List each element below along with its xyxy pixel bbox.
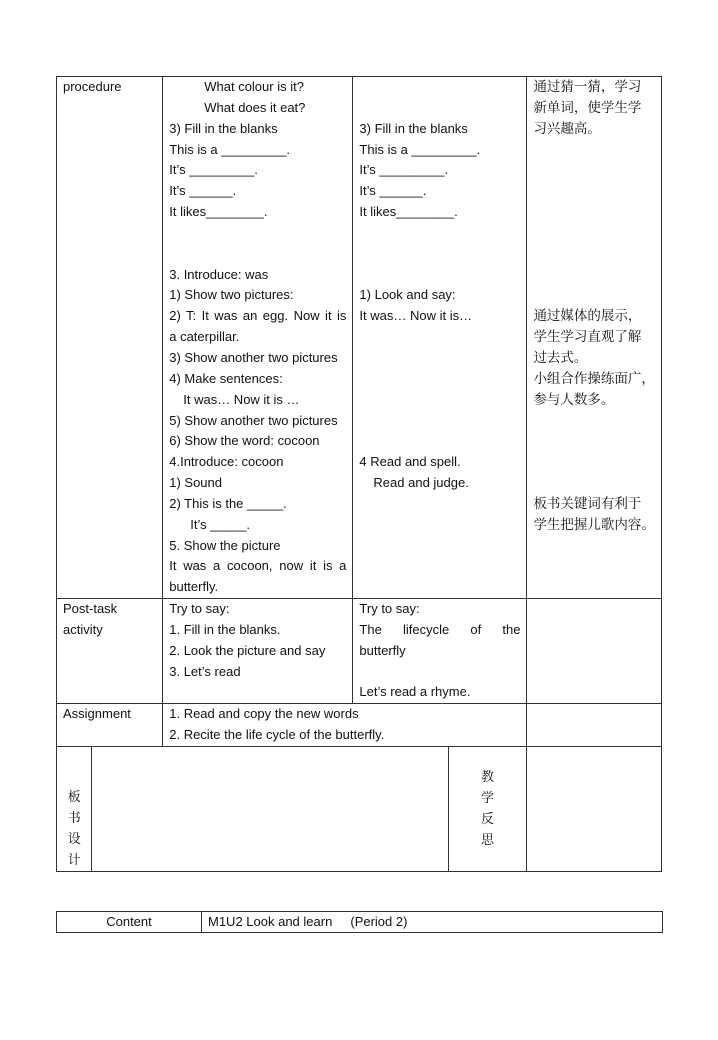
post-task-label-cell — [57, 599, 163, 704]
student-line: Let’s read a rhyme. — [359, 684, 471, 700]
assignment-row — [57, 704, 662, 747]
board-label-char: 板 — [67, 789, 81, 805]
student-line: 1) Look and say: — [359, 287, 456, 303]
purpose-line: 通过猜一猜，学习 — [533, 79, 642, 95]
post-task-student-cell — [353, 599, 527, 704]
teacher-line: 5) Show another two pictures — [169, 412, 338, 428]
student-line — [359, 77, 520, 98]
reflection-label-char: 思 — [480, 831, 494, 847]
post-task-row — [57, 599, 662, 704]
purpose-line — [533, 244, 655, 265]
post-task-purpose-cell — [527, 599, 662, 704]
assignment-item: 2. Recite the life cycle of the butterfly. — [169, 727, 385, 743]
assignment-items-cell — [163, 704, 527, 747]
procedure-teacher-cell — [163, 77, 353, 599]
student-line: It likes________. — [359, 204, 458, 220]
teacher-line: This is a _________. — [169, 141, 290, 157]
student-line: It’s _________. — [359, 162, 449, 178]
board-label-char: 书 — [67, 810, 81, 826]
board-label-char: 设 — [67, 831, 81, 846]
student-line — [359, 369, 520, 390]
teacher-line: What colour is it? — [204, 79, 304, 94]
teacher-line: 5. Show the picture — [169, 537, 281, 553]
purpose-line: 新单词，使学生学 — [533, 99, 642, 116]
content-label-cell — [57, 912, 202, 933]
purpose-line: 参与人数多。 — [533, 391, 615, 408]
purpose-line — [533, 285, 655, 306]
student-line — [359, 411, 520, 432]
student-line — [359, 431, 520, 452]
board-label-char: 计 — [67, 851, 81, 867]
procedure-purpose-cell — [527, 77, 662, 599]
teacher-line: It’s _____. — [190, 516, 250, 532]
student-line — [359, 244, 520, 265]
student-line: Read and judge. — [373, 475, 469, 491]
reflection-label-char: 教 — [480, 769, 494, 784]
student-line — [359, 348, 520, 369]
assignment-label-cell — [57, 704, 163, 747]
content-value: M1U2 Look and learn (Period 2) — [208, 914, 408, 929]
teacher-line: What does it eat? — [204, 99, 306, 115]
reflection-content-cell — [527, 747, 662, 872]
teacher-line: It was a cocoon, now it is a — [169, 558, 347, 574]
board-row — [57, 747, 662, 872]
student-line: It’s ______. — [359, 183, 427, 199]
post-task-label: Post-task — [63, 601, 118, 617]
student-line: 3) Fill in the blanks — [359, 120, 468, 136]
purpose-line — [533, 181, 655, 202]
reflection-label-char: 反 — [480, 810, 494, 826]
teacher-line: Try to say: — [169, 601, 230, 617]
board-design-content-cell — [92, 747, 448, 872]
purpose-line — [533, 160, 655, 181]
teacher-line: 4) Make sentences: — [169, 370, 283, 386]
teacher-line: 1) Show two pictures: — [169, 287, 294, 303]
purpose-line: 学生把握儿歌内容。 — [533, 516, 655, 533]
student-line — [359, 390, 520, 411]
teacher-line: 4.Introduce: cocoon — [169, 454, 284, 470]
teacher-line: butterfly. — [169, 579, 219, 595]
student-line: Try to say: — [359, 601, 420, 617]
student-line: It was… Now it is… — [359, 308, 473, 324]
teacher-line — [169, 223, 346, 244]
teacher-line: It’s ______. — [169, 183, 237, 199]
teacher-line: 3) Show another two pictures — [169, 349, 338, 365]
purpose-line — [533, 452, 655, 473]
teacher-line: 3. Let’s read — [169, 663, 241, 679]
purpose-line — [533, 265, 655, 286]
post-task-teacher-cell — [163, 599, 353, 704]
teacher-line: 1) Sound — [169, 475, 222, 491]
reflection-label-char: 学 — [480, 789, 494, 805]
purpose-line — [533, 411, 655, 432]
board-design-label-cell — [57, 747, 92, 872]
purpose-line — [533, 140, 655, 161]
purpose-line: 习兴趣高。 — [533, 120, 601, 137]
student-line: butterfly — [359, 642, 406, 658]
purpose-line — [533, 473, 655, 494]
teacher-line: 2. Look the picture and say — [169, 642, 326, 658]
teacher-line: 1. Fill in the blanks. — [169, 621, 281, 637]
teacher-line — [169, 244, 346, 265]
purpose-line: 板书关键词有利于 — [533, 495, 642, 512]
purpose-line: 学生学习直观了解 — [533, 329, 642, 346]
assignment-label: Assignment — [63, 706, 131, 722]
purpose-line — [533, 431, 655, 452]
teacher-line: a caterpillar. — [169, 329, 240, 345]
purpose-line — [533, 223, 655, 244]
teacher-line: 3) Fill in the blanks — [169, 120, 278, 136]
content-label: Content — [106, 914, 152, 929]
student-line — [359, 223, 520, 244]
purpose-line: 过去式。 — [533, 349, 588, 366]
teacher-line: It likes________. — [169, 204, 268, 220]
teacher-line: It was… Now it is … — [183, 391, 300, 407]
student-line — [359, 327, 520, 348]
purpose-line: 小组合作操练面广， — [533, 370, 655, 387]
purpose-line — [533, 202, 655, 223]
student-line — [359, 265, 520, 286]
student-line — [359, 662, 520, 683]
procedure-row — [57, 77, 662, 599]
content-row — [57, 912, 663, 933]
content-table — [56, 911, 663, 933]
student-line — [359, 98, 520, 119]
student-line: The lifecycle of the — [359, 621, 521, 637]
procedure-label: procedure — [63, 79, 122, 94]
student-line: 4 Read and spell. — [359, 454, 461, 470]
procedure-student-cell — [353, 77, 527, 599]
assignment-purpose-cell — [527, 704, 662, 747]
teacher-line: It’s _________. — [169, 162, 258, 178]
teacher-line: 2) This is the _____. — [169, 495, 287, 511]
teacher-line: 3. Introduce: was — [169, 266, 269, 282]
teacher-line: 2) T: It was an egg. Now it is — [169, 308, 347, 324]
assignment-item: 1. Read and copy the new words — [169, 706, 359, 722]
reflection-label-cell — [448, 747, 527, 872]
lesson-plan-table — [56, 76, 662, 872]
purpose-line: 通过媒体的展示， — [533, 308, 642, 325]
content-value-cell — [202, 912, 663, 933]
procedure-label-cell — [57, 77, 163, 599]
teacher-line: 6) Show the word: cocoon — [169, 433, 320, 449]
student-line: This is a _________. — [359, 141, 481, 157]
post-task-label: activity — [63, 621, 103, 637]
